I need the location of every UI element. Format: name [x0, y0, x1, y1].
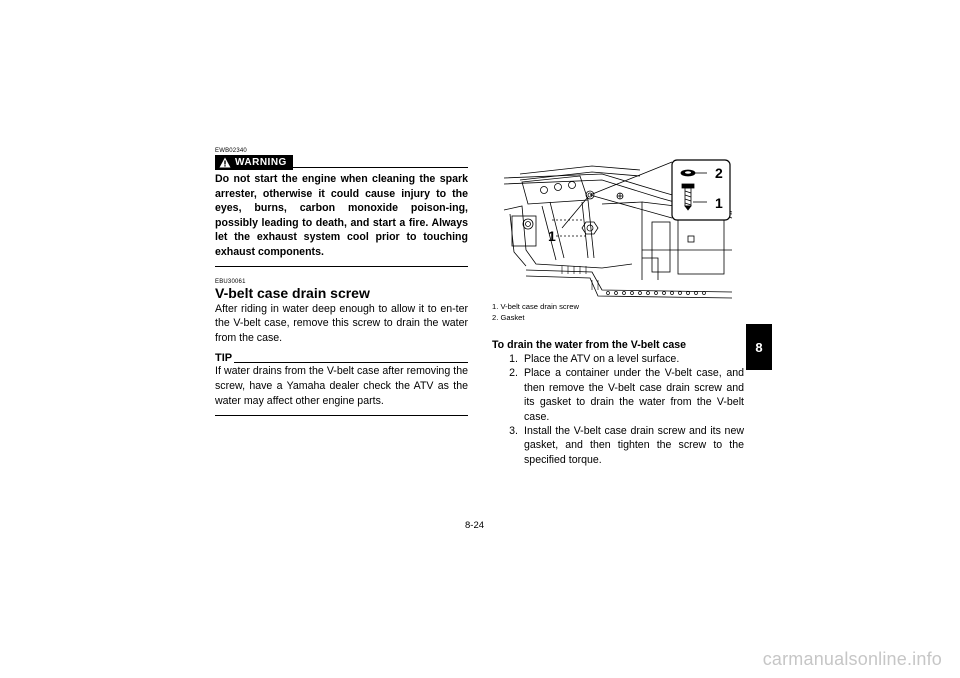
- tip-text: If water drains from the V-belt case after removing the screw, have a Yamaha dealer check the ATV as the water may affect other engine parts.: [215, 365, 468, 407]
- step-number: 1.: [509, 353, 518, 365]
- procedure-step: [492, 366, 744, 424]
- tip-label: TIP: [215, 352, 233, 365]
- section-body: After riding in water deep enough to allow it to en-ter the V-belt case, remove this screw to drain the water from the case.: [215, 302, 468, 344]
- step-text: Place a container under the V-belt case, and then remove the V-belt case drain screw and its gasket to drain the water from the V-belt case.: [524, 367, 744, 423]
- procedure-title: To drain the water from the V-belt case: [492, 339, 687, 351]
- warning-end-rule: [215, 266, 468, 267]
- section-code: EBU30061: [215, 278, 246, 285]
- step-text: Place the ATV on a level surface.: [524, 353, 680, 365]
- step-text: Install the V-belt case drain screw and its new gasket, and then tighten the screw to the specified torque.: [524, 425, 744, 466]
- engine-drawing: [492, 140, 744, 302]
- left-column: [215, 148, 468, 416]
- procedure-step: [492, 424, 744, 467]
- procedure-step: [492, 352, 744, 366]
- inset-callout-2: 2: [715, 165, 723, 181]
- watermark: carmanualsonline.info: [762, 649, 942, 669]
- warning-header: [215, 155, 468, 170]
- warning-divider: [293, 167, 468, 168]
- warning-label: WARNING: [235, 157, 287, 168]
- tip-divider: [234, 362, 468, 363]
- procedure: [492, 338, 744, 467]
- warning-badge: [215, 155, 293, 170]
- tip-end-rule: [215, 415, 468, 416]
- warning-text: Do not start the engine when cleaning the spark arrester, otherwise it could cause injury to the eyes, burns, carbon monoxide poison-ing, possibly leading to death, and start a fire. Always let the exhaust system cool prior to touching exhaust components.: [215, 173, 468, 258]
- caption-item: 1. V-belt case drain screw: [492, 302, 579, 311]
- step-number: 2.: [509, 367, 518, 380]
- warning-triangle-icon: [219, 157, 231, 168]
- page-number: 8-24: [465, 520, 485, 531]
- caption-item: 2. Gasket: [492, 313, 525, 322]
- step-number: 3.: [509, 425, 518, 438]
- chapter-tab: 8: [746, 324, 772, 370]
- engine-illustration: [492, 140, 744, 302]
- figure-caption: [492, 301, 744, 323]
- inset-callout-1: 1: [715, 195, 723, 211]
- tip-header: [215, 352, 468, 364]
- warning-code: EWB02340: [215, 148, 247, 154]
- section-title: V-belt case drain screw: [215, 284, 370, 301]
- callout-1: 1: [548, 228, 556, 244]
